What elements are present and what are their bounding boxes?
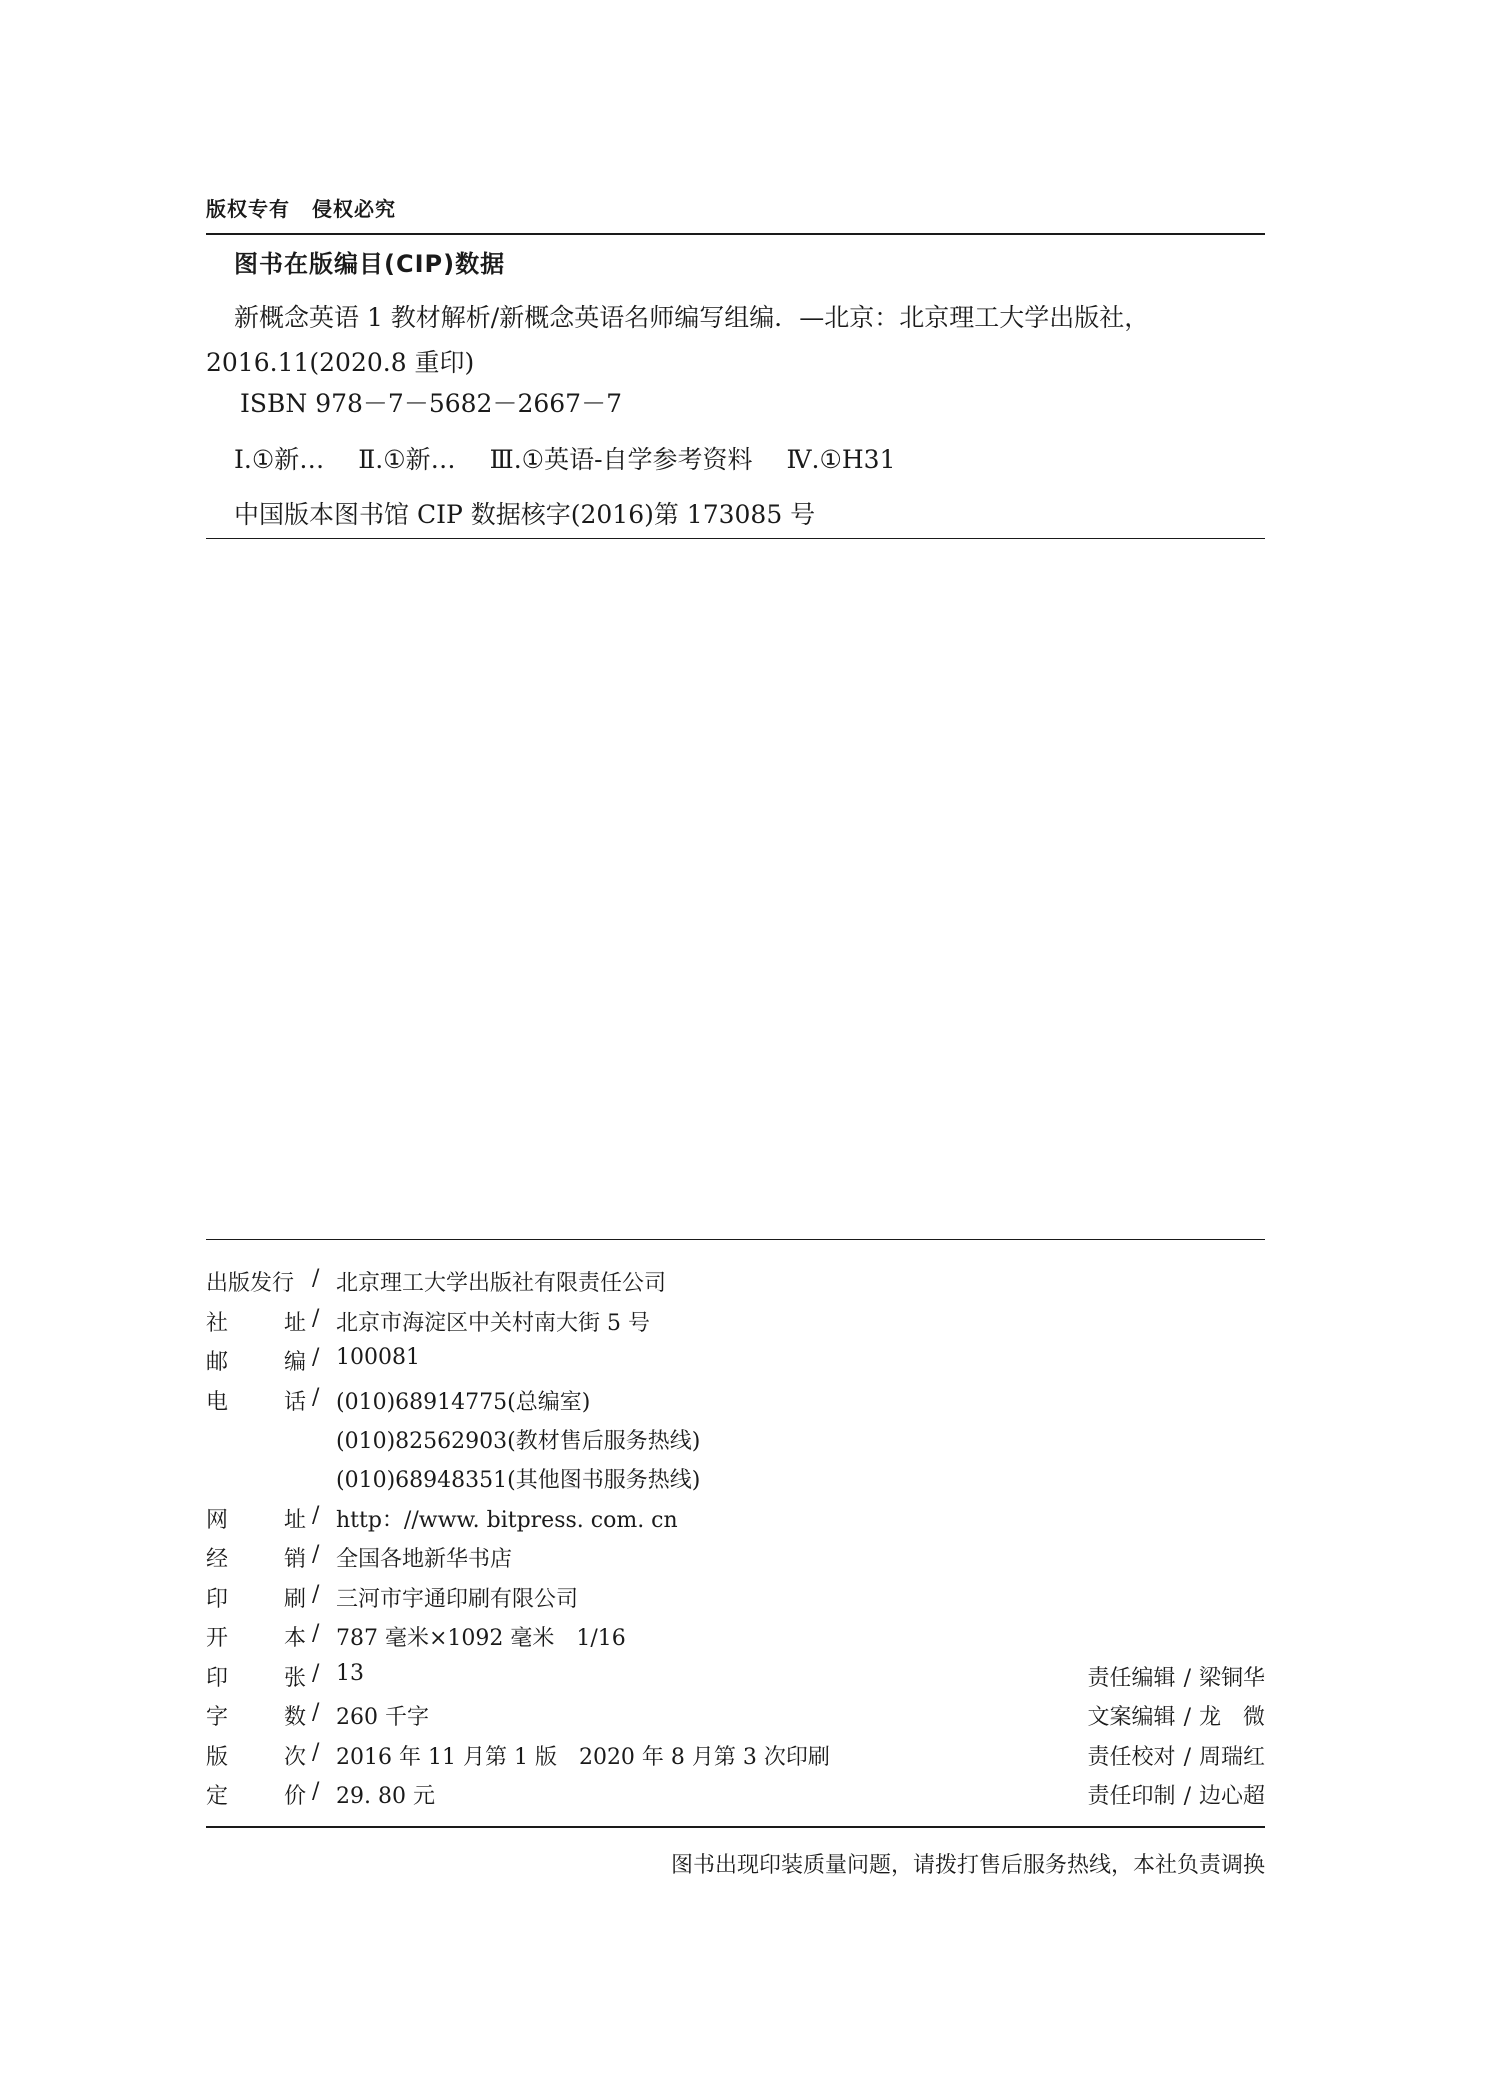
cip-isbn: ISBN 978－7－5682－2667－7 bbox=[240, 389, 622, 418]
imprint-label: 经 销 bbox=[206, 1547, 306, 1572]
imprint-label: 字 数 bbox=[206, 1705, 306, 1730]
imprint-distributor: 经 销 / 全国各地新华书店 bbox=[206, 1542, 513, 1572]
imprint-address: 社 址 / 北京市海淀区中关村南大街 5 号 bbox=[206, 1306, 650, 1336]
imprint-phone-2: (010)82562903(教材售后服务热线) bbox=[336, 1429, 701, 1454]
footer-quality-note: 图书出现印装质量问题，请拨打售后服务热线，本社负责调换 bbox=[670, 1853, 1265, 1878]
cip-class-4: Ⅳ.①H31 bbox=[786, 445, 896, 474]
cip-class-1: Ⅰ.①新… bbox=[234, 445, 325, 474]
imprint-label: 社 址 bbox=[206, 1311, 306, 1336]
credit-proofreader: 责任校对 / 周瑞红 bbox=[1087, 1745, 1265, 1770]
imprint-format: 开 本 / 787 毫米×1092 毫米 1/16 bbox=[206, 1621, 626, 1651]
imprint-label: 开 本 bbox=[206, 1626, 306, 1651]
credit-editor: 责任编辑 / 梁铜华 bbox=[1087, 1666, 1265, 1691]
cip-number: 中国版本图书馆 CIP 数据核字(2016)第 173085 号 bbox=[234, 500, 816, 529]
imprint-website: 网 址 / http：//www. bitpress. com. cn bbox=[206, 1503, 678, 1533]
imprint-label: 版 次 bbox=[206, 1745, 306, 1770]
imprint-phone: 电 话 / (010)68914775(总编室) bbox=[206, 1385, 591, 1415]
cip-class-2: Ⅱ.①新… bbox=[358, 445, 456, 474]
imprint-printer: 印 刷 / 三河市宇通印刷有限公司 bbox=[206, 1582, 579, 1612]
imprint-price: 定 价 / 29. 80 元 责任印制 / 边心超 bbox=[206, 1779, 1265, 1809]
imprint-bottom-rule bbox=[206, 1826, 1265, 1828]
cip-bottom-rule bbox=[206, 538, 1265, 539]
imprint-label: 邮 编 bbox=[206, 1350, 306, 1375]
cip-main-entry: 新概念英语 1 教材解析/新概念英语名师编写组编．—北京：北京理工大学出版社， bbox=[234, 303, 1150, 332]
imprint-top-rule bbox=[206, 1239, 1265, 1240]
cip-classification bbox=[234, 440, 895, 476]
copyright-notice bbox=[206, 193, 396, 222]
credit-copy-editor: 文案编辑 / 龙 微 bbox=[1087, 1705, 1265, 1730]
imprint-label: 网 址 bbox=[206, 1508, 306, 1533]
top-rule bbox=[206, 233, 1265, 235]
imprint-label: 印 张 bbox=[206, 1666, 306, 1691]
cip-class-3: Ⅲ.①英语-自学参考资料 bbox=[489, 445, 753, 474]
copyright-text-1: 版权专有 bbox=[206, 197, 290, 221]
imprint-label: 定 价 bbox=[206, 1784, 306, 1809]
imprint-label: 电 话 bbox=[206, 1390, 306, 1415]
imprint-sheets: 印 张 / 13 责任编辑 / 梁铜华 bbox=[206, 1661, 1265, 1691]
cip-title: 图书在版编目(CIP)数据 bbox=[234, 250, 506, 278]
credit-production: 责任印制 / 边心超 bbox=[1087, 1784, 1265, 1809]
imprint-phone-3: (010)68948351(其他图书服务热线) bbox=[336, 1468, 701, 1493]
imprint-label: 印 刷 bbox=[206, 1587, 306, 1612]
cip-main-entry-continued: 2016.11(2020.8 重印) bbox=[206, 348, 475, 377]
imprint-postcode: 邮 编 / 100081 bbox=[206, 1345, 420, 1375]
copyright-text-2: 侵权必究 bbox=[312, 197, 396, 221]
imprint-edition: 版 次 / 2016 年 11 月第 1 版 2020 年 8 月第 3 次印刷 责任校对 / 周瑞红 bbox=[206, 1740, 1265, 1770]
imprint-publisher: 出版发行 / 北京理工大学出版社有限责任公司 bbox=[206, 1266, 667, 1296]
imprint-label: 出版发行 bbox=[206, 1271, 295, 1296]
imprint-words: 字 数 / 260 千字 文案编辑 / 龙 微 bbox=[206, 1700, 1265, 1730]
